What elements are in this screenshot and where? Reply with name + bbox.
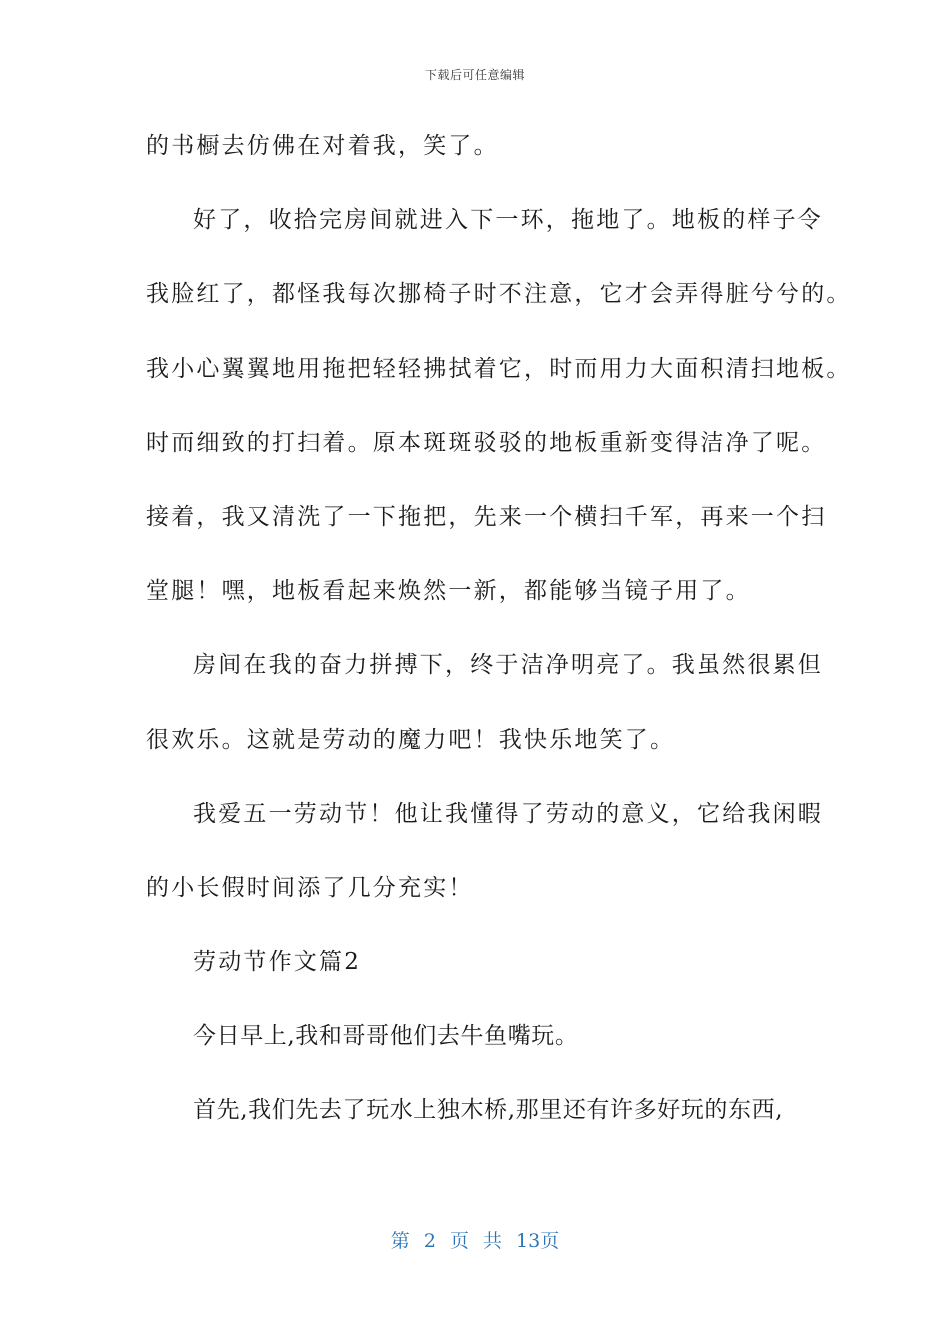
text-line: 很欢乐。这就是劳动的魔力吧！我快乐地笑了。 xyxy=(146,726,676,753)
text-line: 我小心翼翼地用拖把轻轻拂拭着它，时而用力大面积清扫地板。 xyxy=(146,355,852,382)
text-line: 的小长假时间添了几分充实！ xyxy=(146,874,474,901)
text-line: 好了，收拾完房间就进入下一环，拖地了。地板的样子令 xyxy=(193,207,823,234)
text-line: 堂腿！嘿，地板看起来焕然一新，都能够当镜子用了。 xyxy=(146,578,751,605)
page-header-note: 下载后可任意编辑 xyxy=(424,68,525,82)
document-body xyxy=(146,128,852,1167)
text-line: 首先,我们先去了玩水上独木桥,那里还有许多好玩的东西, xyxy=(193,1097,784,1124)
text-line: 房间在我的奋力拼搏下，终于洁净明亮了。我虽然很累但 xyxy=(193,652,823,679)
section-heading: 劳动节作文篇2 xyxy=(193,949,362,976)
text-line: 今日早上,我和哥哥他们去牛鱼嘴玩。 xyxy=(193,1023,579,1050)
text-line: 我脸红了，都怪我每次挪椅子时不注意，它才会弄得脏兮兮的。 xyxy=(146,281,852,308)
text-line: 我爱五一劳动节！他让我懂得了劳动的意义，它给我闲暇 xyxy=(193,800,823,827)
page-number-footer: 第 2 页 共 13页 xyxy=(390,1230,560,1252)
text-line: 的书橱去仿佛在对着我，笑了。 xyxy=(146,133,499,159)
text-line: 接着，我又清洗了一下拖把，先来一个横扫千军，再来一个扫 xyxy=(146,503,827,530)
text-line: 时而细致的打扫着。原本斑斑驳驳的地板重新变得洁净了呢。 xyxy=(146,429,827,456)
